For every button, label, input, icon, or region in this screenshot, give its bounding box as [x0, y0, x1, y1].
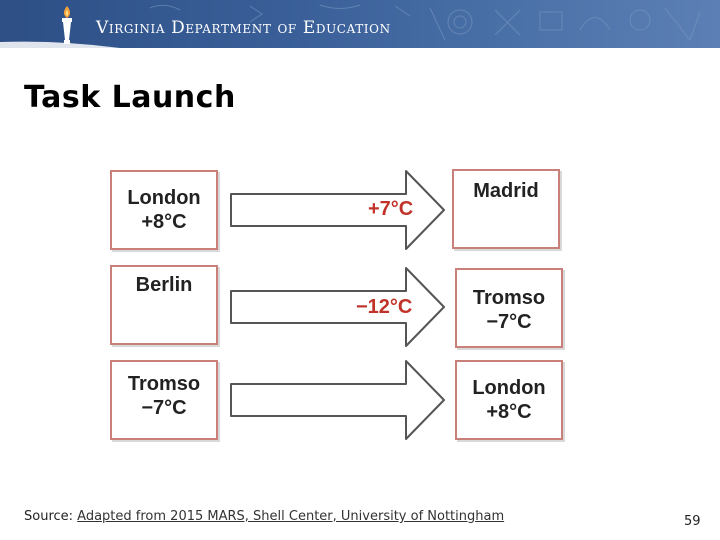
- end-city-name: Madrid: [473, 180, 539, 202]
- right-arrow-icon: [228, 265, 448, 349]
- end-city-box: [455, 360, 563, 440]
- start-city-box: [110, 265, 218, 345]
- temperature-change-label: +7°C: [368, 198, 414, 220]
- end-city-name: Tromso: [472, 287, 546, 309]
- source-prefix: Source:: [24, 509, 78, 524]
- right-arrow-icon: [228, 168, 448, 252]
- start-city-temp: +8°C: [141, 211, 187, 233]
- end-city-temp: −7°C: [486, 311, 532, 333]
- banner-swoosh: [0, 40, 720, 48]
- slide-title: Task Launch: [24, 80, 236, 115]
- start-city-name: Tromso: [127, 373, 201, 395]
- start-city-name: Berlin: [135, 274, 193, 296]
- source-link[interactable]: Adapted from 2015 MARS, Shell Center, University of Nottingham: [77, 509, 505, 524]
- end-city-box: [455, 268, 563, 348]
- start-city-box: [110, 170, 218, 250]
- page-number: 59: [684, 514, 701, 529]
- agency-name: Virginia Department of Education: [96, 18, 391, 38]
- end-city-temp: +8°C: [486, 401, 532, 423]
- start-city-name: London: [127, 187, 201, 209]
- start-city-box: [110, 360, 218, 440]
- right-arrow-icon: [228, 358, 448, 442]
- source-citation: [24, 509, 504, 524]
- end-city-box: [452, 169, 560, 249]
- header-banner: [0, 0, 720, 48]
- temperature-change-label: −12°C: [356, 296, 413, 318]
- start-city-temp: −7°C: [141, 397, 187, 419]
- end-city-name: London: [472, 377, 546, 399]
